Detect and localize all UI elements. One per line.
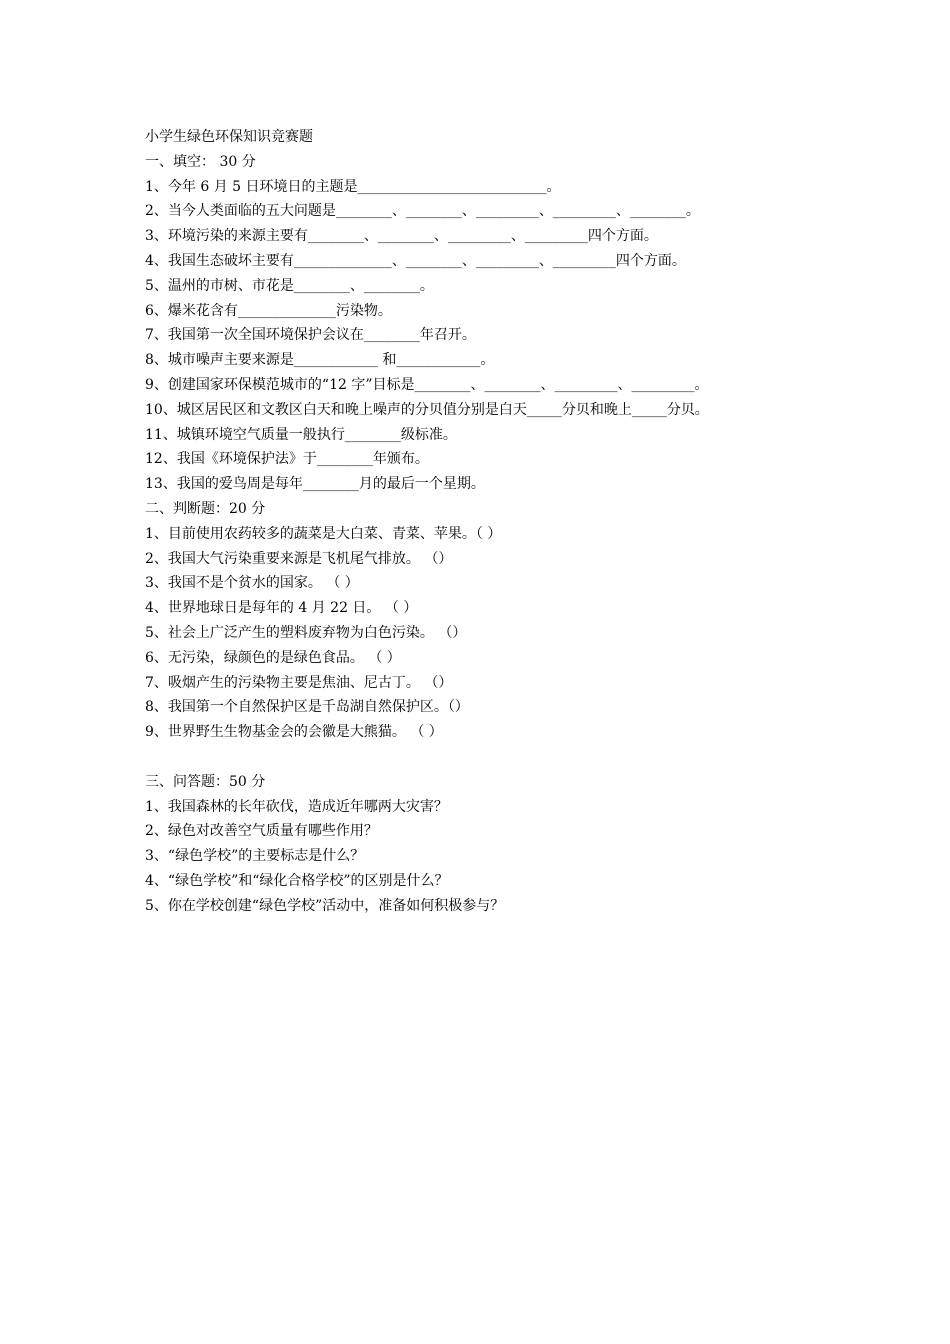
section-heading-fill-in: 一、填空： 30 分 bbox=[145, 153, 256, 170]
short-answer-question: 3、“绿色学校”的主要标志是什么？ bbox=[145, 848, 365, 865]
true-false-question: 2、我国大气污染重要来源是飞机尾气排放。 （） bbox=[145, 550, 453, 567]
fill-in-question: 13、我国的爱鸟周是每年________月的最后一个星期。 bbox=[145, 476, 485, 493]
fill-in-question: 8、城市噪声主要来源是____________ 和____________。 bbox=[145, 352, 495, 369]
fill-in-question: 10、城区居民区和文教区白天和晚上噪声的分贝值分别是白天_____分贝和晚上_____分贝。 bbox=[145, 401, 709, 418]
fill-in-question: 3、环境污染的来源主要有________、________、_________、_________四个方面。 bbox=[145, 228, 658, 245]
fill-in-question: 1、今年 6 月 5 日环境日的主题是___________________________。 bbox=[145, 178, 561, 195]
true-false-question: 9、世界野生生物基金会的会徽是大熊猫。 （ ） bbox=[145, 724, 443, 741]
true-false-question: 8、我国第一个自然保护区是千岛湖自然保护区。（） bbox=[145, 699, 469, 716]
true-false-question: 4、世界地球日是每年的 4 月 22 日。 （ ） bbox=[145, 600, 418, 617]
fill-in-question: 2、当今人类面临的五大问题是________、________、_________、_________、________。 bbox=[145, 203, 700, 220]
fill-in-question: 6、爆米花含有______________污染物。 bbox=[145, 302, 392, 319]
fill-in-question: 4、我国生态破坏主要有______________、________、_________、_________四个方面。 bbox=[145, 252, 686, 269]
section-heading-true-false: 二、判断题：20 分 bbox=[145, 500, 266, 517]
short-answer-question: 1、我国森林的长年砍伐，造成近年哪两大灾害？ bbox=[145, 798, 448, 815]
fill-in-question: 11、城镇环境空气质量一般执行________级标准。 bbox=[145, 426, 457, 443]
true-false-question: 6、无污染，绿颜色的是绿色食品。 （ ） bbox=[145, 649, 401, 666]
fill-in-question: 7、我国第一次全国环境保护会议在________年召开。 bbox=[145, 327, 476, 344]
blank-line-spacer bbox=[145, 745, 815, 770]
true-false-question: 3、我国不是个贫水的国家。 （ ） bbox=[145, 575, 359, 592]
fill-in-question: 5、温州的市树、市花是________、________。 bbox=[145, 277, 434, 294]
true-false-question: 5、社会上广泛产生的塑料废弃物为白色污染。 （） bbox=[145, 624, 467, 641]
document-title: 小学生绿色环保知识竞赛题 bbox=[145, 129, 313, 145]
section-heading-short-answer: 三、问答题：50 分 bbox=[145, 773, 266, 790]
short-answer-question: 2、绿色对改善空气质量有哪些作用？ bbox=[145, 823, 378, 840]
document-body bbox=[145, 125, 815, 919]
true-false-question: 7、吸烟产生的污染物主要是焦油、尼古丁。 （） bbox=[145, 674, 453, 691]
fill-in-question: 12、我国《环境保护法》于________年颁布。 bbox=[145, 451, 429, 468]
short-answer-question: 4、“绿色学校”和“绿化合格学校”的区别是什么？ bbox=[145, 872, 449, 889]
true-false-question: 1、目前使用农药较多的蔬菜是大白菜、青菜、苹果。（ ） bbox=[145, 525, 502, 542]
fill-in-question: 9、创建国家环保模范城市的“12 字”目标是________、________、_________、_________。 bbox=[145, 376, 709, 393]
short-answer-question: 5、你在学校创建“绿色学校”活动中，准备如何积极参与？ bbox=[145, 897, 505, 914]
